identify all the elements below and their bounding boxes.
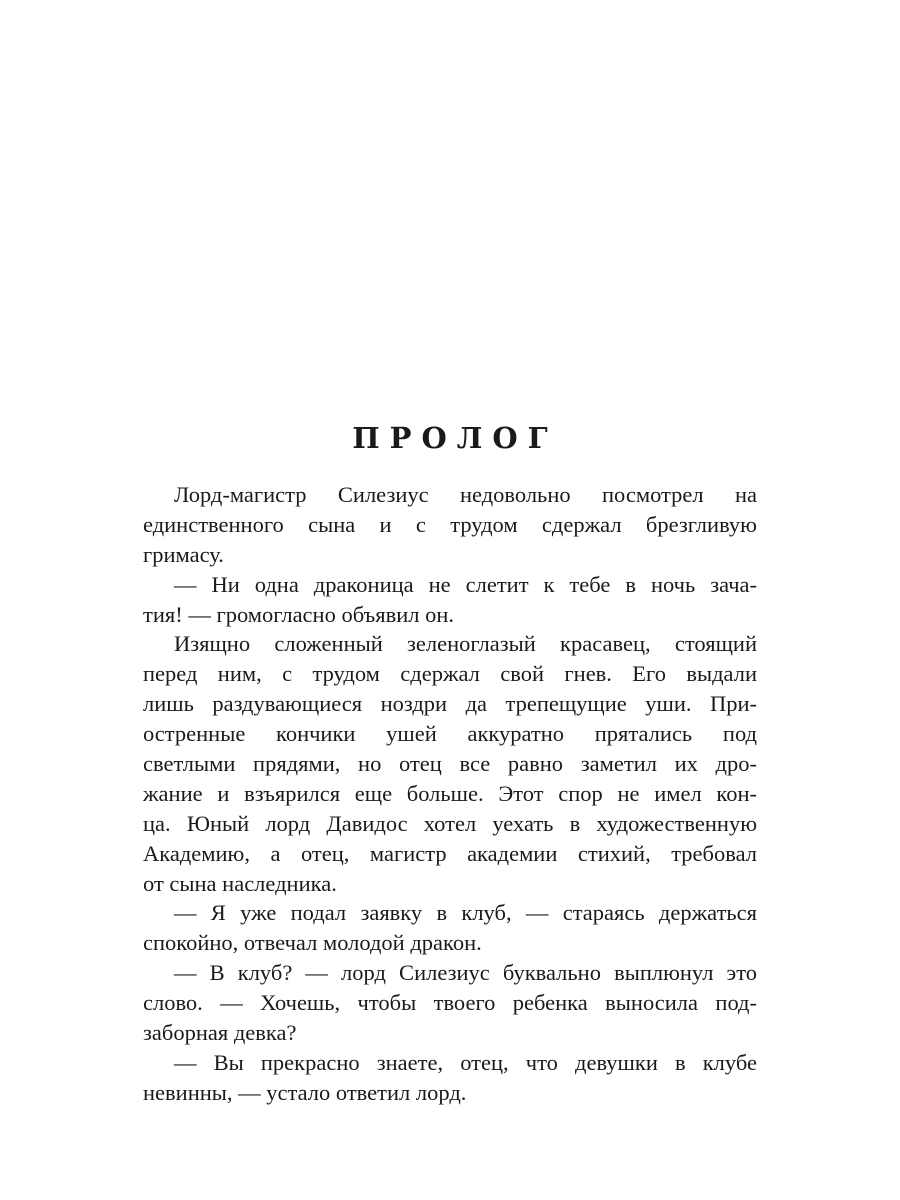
text-line: — Вы прекрасно знаете, отец, что девушки в клубе xyxy=(174,1049,757,1075)
text-line: единственного сына и с трудом сдержал брезгливую xyxy=(143,511,757,537)
text-line: — Я уже подал заявку в клуб, — стараясь держаться xyxy=(174,900,757,926)
text-line: Лорд-магистр Силезиус недовольно посмотрел на xyxy=(174,482,757,507)
text-line: слово. — Хочешь, чтобы твоего ребенка выносила под- xyxy=(143,990,757,1016)
body-text xyxy=(143,480,757,1108)
text-line: заборная девка? xyxy=(143,1020,297,1046)
text-line: жание и взъярился еще больше. Этот спор не имел кон- xyxy=(143,780,757,806)
text-line: от сына наследника. xyxy=(143,870,337,896)
text-line: ца. Юный лорд Давидос хотел уехать в художественную xyxy=(143,810,757,836)
text-line: тия! — громогласно объявил он. xyxy=(143,601,455,627)
text-line: Изящно сложенный зеленоглазый красавец, стоящий xyxy=(174,631,757,657)
text-line: — Ни одна драконица не слетит к тебе в ночь зача- xyxy=(174,571,757,597)
text-line: перед ним, с трудом сдержал свой гнев. Его выдали xyxy=(143,661,757,687)
text-line: лишь раздувающиеся ноздри да трепещущие уши. При- xyxy=(143,691,757,717)
text-line: остренные кончики ушей аккуратно прятались под xyxy=(143,721,757,747)
text-line: — В клуб? — лорд Силезиус буквально выплюнул это xyxy=(174,960,757,986)
chapter-title: ПРОЛОГ xyxy=(352,421,558,455)
text-line: спокойно, отвечал молодой дракон. xyxy=(143,930,482,956)
text-line: гримасу. xyxy=(143,541,224,567)
text-line: невинны, — устало ответил лорд. xyxy=(143,1079,467,1105)
text-line: Академию, а отец, магистр академии стихий, требовал xyxy=(143,840,757,866)
text-line: светлыми прядями, но отец все равно заметил их дро- xyxy=(143,751,757,777)
